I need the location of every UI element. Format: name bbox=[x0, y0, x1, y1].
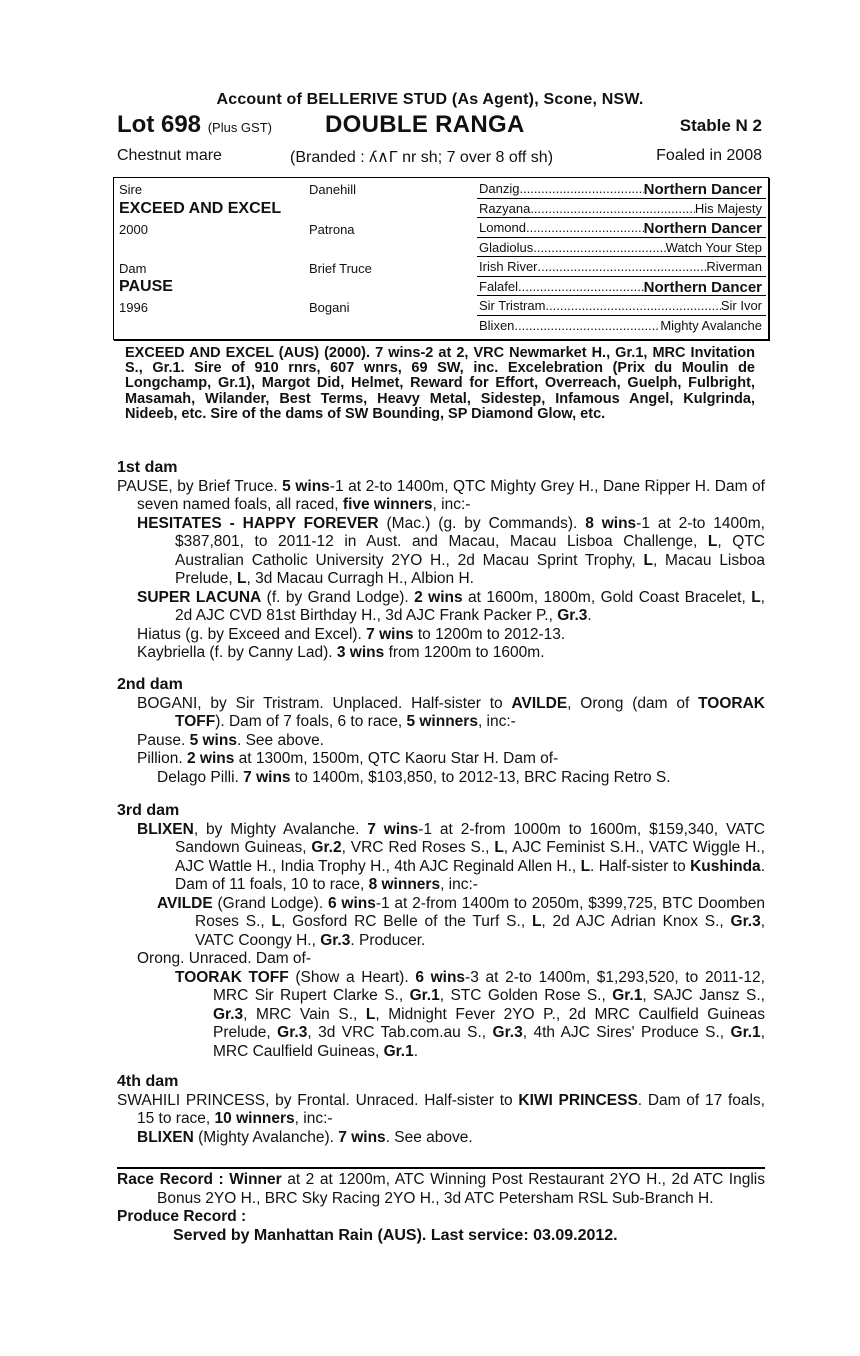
ancestor-row: Irish River ..... Riverman bbox=[479, 259, 762, 274]
first-dam-section bbox=[117, 459, 765, 663]
ancestor-row: Falafel ..... Northern Dancer bbox=[479, 279, 762, 296]
progeny-entry: BLIXEN (Mighty Avalanche). 7 wins. See above. bbox=[137, 1128, 473, 1146]
progeny-entry: Pause. 5 wins. See above. bbox=[137, 731, 324, 749]
progeny-entry: Hiatus (g. by Exceed and Excel). 7 wins to 1200m to 2012-13. bbox=[137, 625, 566, 643]
vendor-account: Account of BELLERIVE STUD (As Agent), Scone, NSW. bbox=[216, 91, 644, 108]
horse-name: DOUBLE RANGA bbox=[325, 111, 525, 138]
progeny-entry: SUPER LACUNA (f. by Grand Lodge). 2 wins at 1600m, 1800m, Gold Coast Bracelet, L, 2d AJC CVD 81st Birthday H., 3d AJC Frank Packer P., Gr.3. bbox=[137, 588, 765, 624]
lot-header bbox=[117, 111, 762, 141]
pedigree-divider bbox=[477, 198, 766, 199]
progeny-entry: Delago Pilli. 7 wins to 1400m, $103,850, to 2012-13, BRC Racing Retro S. bbox=[157, 768, 671, 786]
dam-year: 1996 bbox=[119, 300, 148, 315]
sire-summary: EXCEED AND EXCEL (AUS) (2000). 7 wins-2 at 2, VRC Newmarket H., Gr.1, MRC Invitation S., Gr.1. Sire of 910 rnrs, 607 wnrs, 69 SW, inc. Excelebration (Prix du Moulin de Longchamp, Gr.1), Margot Did, Helmet, Reward for Effort, Overreach, Guelph, Fulbright, Masamah, Wilander, Best Terms, Heavy Metal, Sidestep, Infamous Angel, Kulgrinda, Nideeb, etc. Sire of the dams of SW Bounding, SP Diamond Glow, etc. bbox=[125, 345, 755, 422]
ancestor-row: Lomond ..... Northern Dancer bbox=[479, 220, 762, 237]
dam-paragraph: BOGANI, by Sir Tristram. Unplaced. Half-sister to AVILDE, Orong (dam of TOORAK TOFF). Dam of 7 foals, 6 to race, 5 winners, inc:- bbox=[137, 694, 765, 730]
race-record: Race Record : Winner at 2 at 1200m, ATC Winning Post Restaurant 2YO H., 2d ATC Inglis Bonus 2YO H., BRC Sky Racing 2YO H., 3d ATC Petersham RSL Sub-Branch H. bbox=[117, 1171, 765, 1207]
produce-record-label: Produce Record : bbox=[117, 1208, 247, 1225]
ancestor-row: Razyana ..... His Majesty bbox=[479, 201, 762, 216]
stable-number: Stable N 2 bbox=[679, 116, 762, 135]
lot-number: Lot 698 (Plus GST) bbox=[117, 111, 272, 138]
section-title: 1st dam bbox=[117, 459, 178, 476]
ancestor-row: Blixen ..... Mighty Avalanche bbox=[479, 318, 762, 333]
brand-description: (Branded : ʎ∧Γ nr sh; 7 over 8 off sh) bbox=[290, 149, 554, 166]
second-dam-section bbox=[117, 676, 765, 787]
horse-details bbox=[117, 147, 762, 167]
pedigree-divider bbox=[477, 217, 766, 218]
horse-sex: Chestnut mare bbox=[117, 147, 222, 164]
progeny-entry: Pillion. 2 wins at 1300m, 1500m, QTC Kaoru Star H. Dam of- bbox=[137, 750, 559, 767]
progeny-entry: Kaybriella (f. by Canny Lad). 3 wins from 1200m to 1600m. bbox=[137, 644, 545, 661]
foaled-year: Foaled in 2008 bbox=[656, 147, 762, 164]
sire-label: Sire bbox=[119, 182, 143, 197]
ancestor-row: Danzig ..... Northern Dancer bbox=[479, 181, 762, 198]
sire-year: 2000 bbox=[119, 222, 148, 237]
dam-dam: Bogani bbox=[309, 300, 350, 315]
dam-sire: Brief Truce bbox=[309, 261, 372, 276]
progeny-entry: Orong. Unraced. Dam of- bbox=[137, 950, 312, 967]
race-record-section bbox=[117, 1167, 765, 1245]
section-title: 2nd dam bbox=[117, 676, 183, 693]
sire-sire: Danehill bbox=[309, 182, 356, 197]
progeny-entry: TOORAK TOFF (Show a Heart). 6 wins-3 at 2-to 1400m, $1,293,520, to 2011-12, MRC Sir Rupert Clarke S., Gr.1, STC Golden Rose S., Gr.1, SAJC Jansz S., Gr.3, MRC Vain S., L, Midnight Fever 2YO P., 2d MRC Caulfield Guineas Prelude, Gr.3, 3d VRC Tab.com.au S., Gr.3, 4th AJC Sires' Produce S., Gr.1, MRC Caulfield Guineas, Gr.1. bbox=[175, 968, 765, 1060]
pedigree-table bbox=[113, 177, 769, 340]
dam-paragraph: PAUSE, by Brief Truce. 5 wins-1 at 2-to 1400m, QTC Mighty Grey H., Dane Ripper H. Dam of seven named foals, all raced, five winners, inc:- bbox=[117, 477, 765, 513]
third-dam-section bbox=[117, 802, 765, 1061]
sire-name: EXCEED AND EXCEL bbox=[119, 200, 282, 217]
progeny-entry: HESITATES - HAPPY FOREVER (Mac.) (g. by Commands). 8 wins-1 at 2-to 1400m, $387,801, to 2011-12 in Aust. and Macau, Macau Lisboa Challenge, L, QTC Australian Catholic University 2YO H., 2d Macau Sprint Trophy, L, Macau Lisboa Prelude, L, 3d Macau Curragh H., Albion H. bbox=[137, 514, 765, 587]
dam-paragraph: SWAHILI PRINCESS, by Frontal. Unraced. Half-sister to KIWI PRINCESS. Dam of 17 foals, 15 to race, 10 winners, inc:- bbox=[117, 1091, 765, 1127]
pedigree-divider bbox=[477, 276, 766, 277]
dam-label: Dam bbox=[119, 261, 147, 276]
ancestor-row: Gladiolus ..... Watch Your Step bbox=[479, 240, 762, 255]
dam-name: PAUSE bbox=[119, 278, 173, 295]
pedigree-divider bbox=[477, 256, 766, 257]
dam-paragraph: BLIXEN, by Mighty Avalanche. 7 wins-1 at 2-from 1000m to 1600m, $159,340, VATC Sandown Guineas, Gr.2, VRC Red Roses S., L, AJC Feminist S.H., VATC Wiggle H., AJC Wattle H., India Trophy H., 4th AJC Reginald Allen H., L. Half-sister to Kushinda. Dam of 11 foals, 10 to race, 8 winners, inc:- bbox=[137, 820, 765, 893]
pedigree-divider bbox=[477, 237, 766, 238]
sire-dam: Patrona bbox=[309, 222, 355, 237]
section-title: 4th dam bbox=[117, 1073, 179, 1090]
service-details: Served by Manhattan Rain (AUS). Last service: 03.09.2012. bbox=[173, 1226, 618, 1244]
ancestor-row: Sir Tristram ..... Sir Ivor bbox=[479, 298, 762, 313]
section-title: 3rd dam bbox=[117, 802, 180, 819]
progeny-entry: AVILDE (Grand Lodge). 6 wins-1 at 2-from 1400m to 2050m, $399,725, BTC Doomben Roses S., L, Gosford RC Belle of the Turf S., L, 2d AJC Adrian Knox S., Gr.3, VATC Coongy H., Gr.3. Producer. bbox=[157, 894, 766, 949]
fourth-dam-section bbox=[117, 1073, 765, 1147]
pedigree-divider bbox=[477, 315, 766, 316]
